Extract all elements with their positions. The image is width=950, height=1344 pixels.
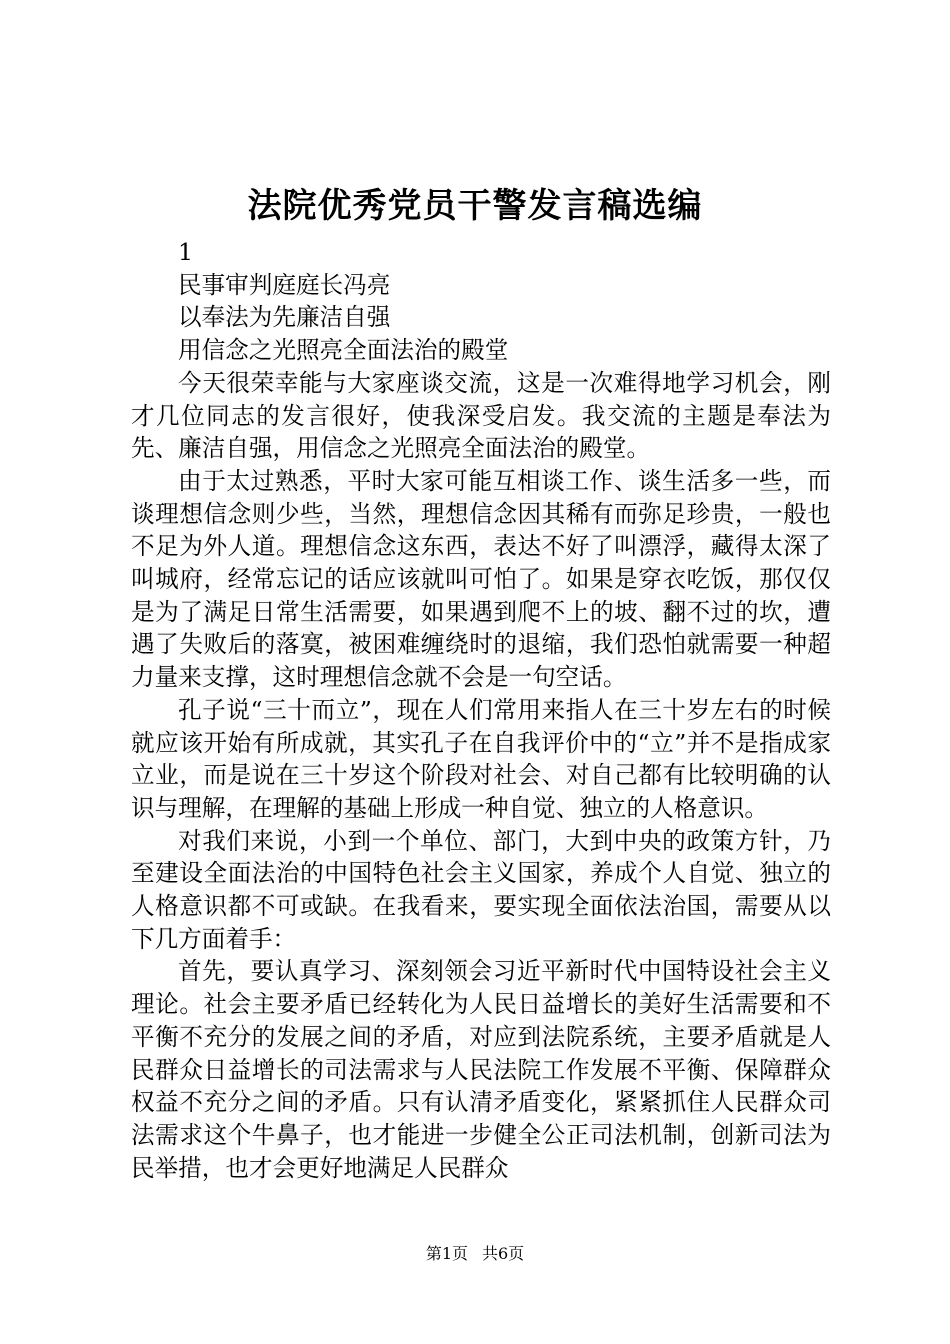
paragraph: 孔子说“三十而立”，现在人们常用来指人在三十岁左右的时候就应该开始有所成就，其实孔子在自我评价中的“立”并不是指成家立业，而是说在三十岁这个阶段对社会、对自己都有比较明确的认识与理解，在理解的基础上形成一种自觉、独立的人格意识。 — [131, 695, 831, 822]
paragraph: 首先，要认真学习、深刻领会习近平新时代中国特设社会主义理论。社会主要矛盾已经转化为人民日益增长的美好生活需要和不平衡不充分的发展之间的矛盾，对应到法院系统，主要矛盾就是人民群众日益增长的司法需求与人民法院工作发展不平衡、保障群众权益不充分之间的矛盾。只有认清矛盾变化，紧紧抓住人民群众司法需求这个牛鼻子，也才能进一步健全公正司法机制，创新司法为民举措，也才会更好地满足人民群众 — [131, 957, 831, 1182]
page-number: 第1页 — [425, 1244, 468, 1263]
heading-line: 用信念之光照亮全面法治的殿堂 — [178, 336, 509, 365]
section-number: 1 — [178, 238, 194, 266]
author-line: 民事审判庭庭长冯亮 — [178, 270, 391, 299]
paragraph: 对我们来说，小到一个单位、部门，大到中央的政策方针，乃至建设全面法治的中国特色社会主义国家，养成个人自觉、独立的人格意识都不可或缺。在我看来，要实现全面依法治国，需要从以下几方面着手： — [131, 826, 831, 953]
paragraph: 今天很荣幸能与大家座谈交流，这是一次难得地学习机会，刚才几位同志的发言很好，使我深受启发。我交流的主题是奉法为先、廉洁自强，用信念之光照亮全面法治的殿堂。 — [131, 368, 831, 463]
document-body — [131, 236, 831, 1184]
paragraph: 由于太过熟悉，平时大家可能互相谈工作、谈生活多一些，而谈理想信念则少些，当然，理想信念因其稀有而弥足珍贵，一般也不足为外人道。理想信念这东西，表达不好了叫漂浮，藏得太深了叫城府，经常忘记的话应该就叫可怕了。如果是穿衣吃饭，那仅仅是为了满足日常生活需要，如果遇到爬不上的坡、翻不过的坎，遭遇了失败后的落寞，被困难缠绕时的退缩，我们恐怕就需要一种超力量来支撑，这时理想信念就不会是一句空话。 — [131, 466, 831, 692]
page-footer — [0, 1243, 950, 1265]
subtitle-line: 以奉法为先廉洁自强 — [178, 303, 391, 332]
page-total: 共6页 — [482, 1244, 525, 1263]
document-title: 法院优秀党员干警发言稿选编 — [247, 186, 703, 226]
